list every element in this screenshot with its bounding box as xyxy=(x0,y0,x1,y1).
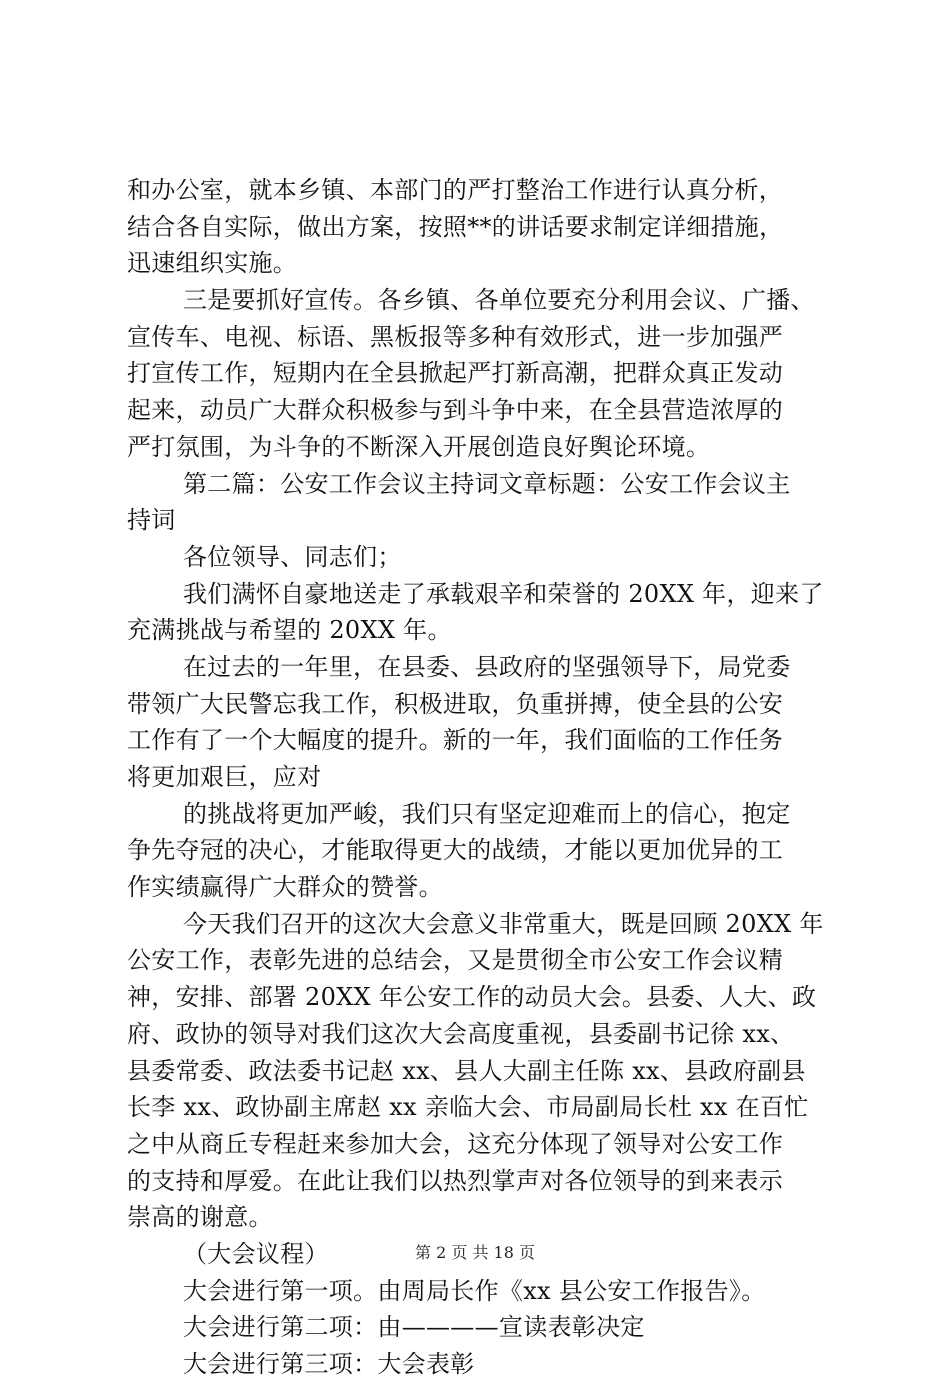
text-line: 宣传车、电视、标语、黑板报等多种有效形式，进一步加强严 xyxy=(127,322,784,351)
salutation: 各位领导、同志们； xyxy=(183,542,402,571)
section-heading-continued: 持词 xyxy=(127,506,176,535)
text-line: 神，安排、部署 20XX 年公安工作的动员大会。县委、人大、政 xyxy=(127,983,817,1012)
text-line: 之中从商丘专程赶来参加大会，这充分体现了领导对公安工作 xyxy=(127,1129,784,1158)
text-line: 长李 xx、政协副主席赵 xx 亲临大会、市局副局长杜 xx 在百忙 xyxy=(127,1093,809,1122)
text-line: 将更加艰巨，应对 xyxy=(127,763,322,791)
text-line: 崇高的谢意。 xyxy=(127,1203,273,1232)
text-line: 结合各自实际，做出方案，按照**的讲话要求制定详细措施， xyxy=(127,212,784,241)
text-line: 迅速组织实施。 xyxy=(127,249,298,278)
text-line: 公安工作，表彰先进的总结会，又是贯彻全市公安工作会议精 xyxy=(127,946,784,975)
text-line: 府、政协的领导对我们这次大会高度重视，县委副书记徐 xx、 xyxy=(127,1019,795,1048)
section-heading: 第二篇：公安工作会议主持词文章标题：公安工作会议主 xyxy=(183,469,791,498)
text-line: 严打氛围，为斗争的不断深入开展创造良好舆论环境。 xyxy=(127,432,711,461)
agenda-heading: （大会议程） xyxy=(183,1239,329,1268)
agenda-item: 大会进行第一项。由周局长作《xx 县公安工作报告》。 xyxy=(183,1276,766,1305)
text-line: 带领广大民警忘我工作，积极进取，负重拼搏，使全县的公安 xyxy=(127,689,784,718)
text-line: 充满挑战与希望的 20XX 年。 xyxy=(127,616,452,645)
text-line: 争先夺冠的决心，才能取得更大的战绩，才能以更加优异的工 xyxy=(127,836,784,865)
text-line: 的挑战将更加严峻，我们只有坚定迎难而上的信心，抱定 xyxy=(183,799,791,828)
document-body xyxy=(127,172,827,1383)
text-line: 今天我们召开的这次大会意义非常重大，既是回顾 20XX 年 xyxy=(183,909,824,938)
text-line: 起来，动员广大群众积极参与到斗争中来，在全县营造浓厚的 xyxy=(127,396,784,425)
text-line: 在过去的一年里，在县委、县政府的坚强领导下，局党委 xyxy=(183,652,791,681)
text-line: 工作有了一个大幅度的提升。新的一年，我们面临的工作任务 xyxy=(127,726,784,755)
text-line: 我们满怀自豪地送走了承载艰辛和荣誉的 20XX 年，迎来了 xyxy=(183,579,824,608)
text-line: 和办公室，就本乡镇、本部门的严打整治工作进行认真分析， xyxy=(127,176,784,204)
text-line: 县委常委、政法委书记赵 xx、县人大副主任陈 xx、县政府副县 xyxy=(127,1056,806,1085)
text-line: 打宣传工作，短期内在全县掀起严打新高潮，把群众真正发动 xyxy=(127,359,784,388)
agenda-item: 大会进行第二项：由————宣读表彰决定 xyxy=(183,1313,645,1342)
page-number-footer: 第 2 页 共 18 页 xyxy=(415,1243,535,1262)
text-line: 作实绩赢得广大群众的赞誉。 xyxy=(127,873,443,902)
text-line: 三是要抓好宣传。各乡镇、各单位要充分利用会议、广播、 xyxy=(183,286,815,315)
text-line: 的支持和厚爱。在此让我们以热烈掌声对各位领导的到来表示 xyxy=(127,1166,784,1195)
agenda-item: 大会进行第三项：大会表彰 xyxy=(183,1350,475,1378)
